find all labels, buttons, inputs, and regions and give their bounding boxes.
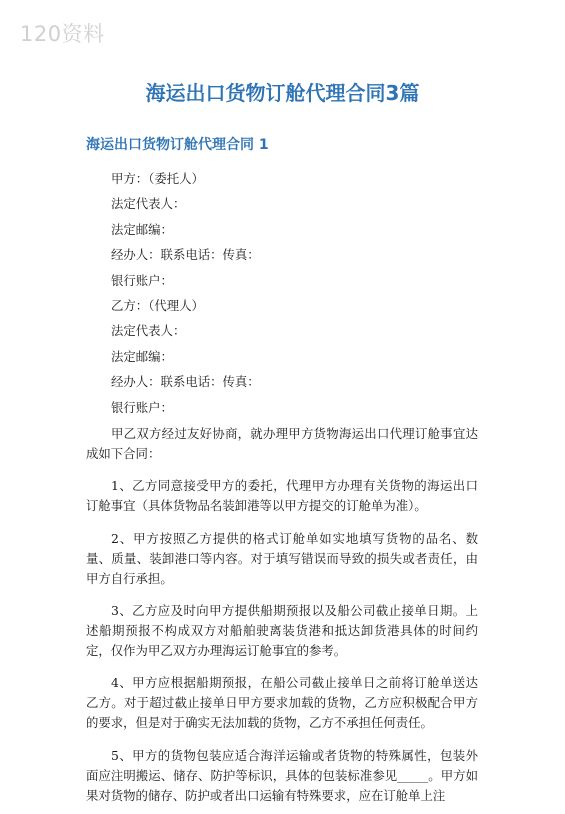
document-title: 海运出口货物订舱代理合同3篇	[145, 81, 420, 105]
watermark-text: 120资料	[20, 22, 105, 46]
clause-3: 3、乙方应及时向甲方提供船期预报以及船公司截止接单日期。上述船期预报不构成双方对船舶驶离装货港和抵达卸货港具体的时间约定，仅作为甲乙双方办理海运订舱事宜的参考。	[86, 603, 478, 659]
party-a-line: 甲方：（委托人）	[111, 171, 204, 186]
agreement-intro: 甲乙双方经过友好协商，就办理甲方货物海运出口代理订舱事宜达成如下合同：	[86, 425, 478, 461]
contract-body	[86, 170, 478, 814]
party-b-legal-rep: 法定代表人：	[111, 323, 186, 339]
party-a-contact: 经办人：联系电话：传真：	[111, 247, 260, 263]
clause-4: 4、甲方应根据船期预报，在船公司截止接单日之前将订舱单送达乙方。对于超过截止接单日甲方要求加载的货物，乙方应积极配合甲方的要求，但是对于确实无法加载的货物，乙方不承担任何责任。	[86, 675, 478, 731]
party-b-bank-account: 银行账户：	[111, 399, 173, 415]
party-a-bank-account: 银行账户：	[111, 272, 173, 288]
party-b-contact: 经办人：联系电话：传真：	[111, 374, 260, 390]
clause-5: 5、甲方的货物包装应适合海洋运输或者货物的特殊属性，包装外面应注明搬运、储存、防护等标识，具体的包装标准参见_____。甲方如果对货物的储存、防护或者出口运输有特殊要求，应在订舱单上注	[86, 747, 478, 803]
section-heading: 海运出口货物订舱代理合同 1	[86, 137, 269, 153]
clause-1: 1、乙方同意接受甲方的委托，代理甲方办理有关货物的海运出口订舱事宜（具体货物品名装卸港等以甲方提交的订舱单为准）。	[86, 478, 478, 514]
party-a-legal-rep: 法定代表人：	[111, 196, 186, 212]
clause-2: 2、甲方按照乙方提供的格式订舱单如实地填写货物的品名、数量、质量、装卸港口等内容。对于填写错误而导致的损失或者责任，由甲方自行承担。	[86, 530, 478, 586]
party-a-postcode: 法定邮编：	[111, 221, 173, 237]
party-b-postcode: 法定邮编：	[111, 348, 173, 364]
party-b-line: 乙方：（代理人）	[111, 297, 204, 313]
